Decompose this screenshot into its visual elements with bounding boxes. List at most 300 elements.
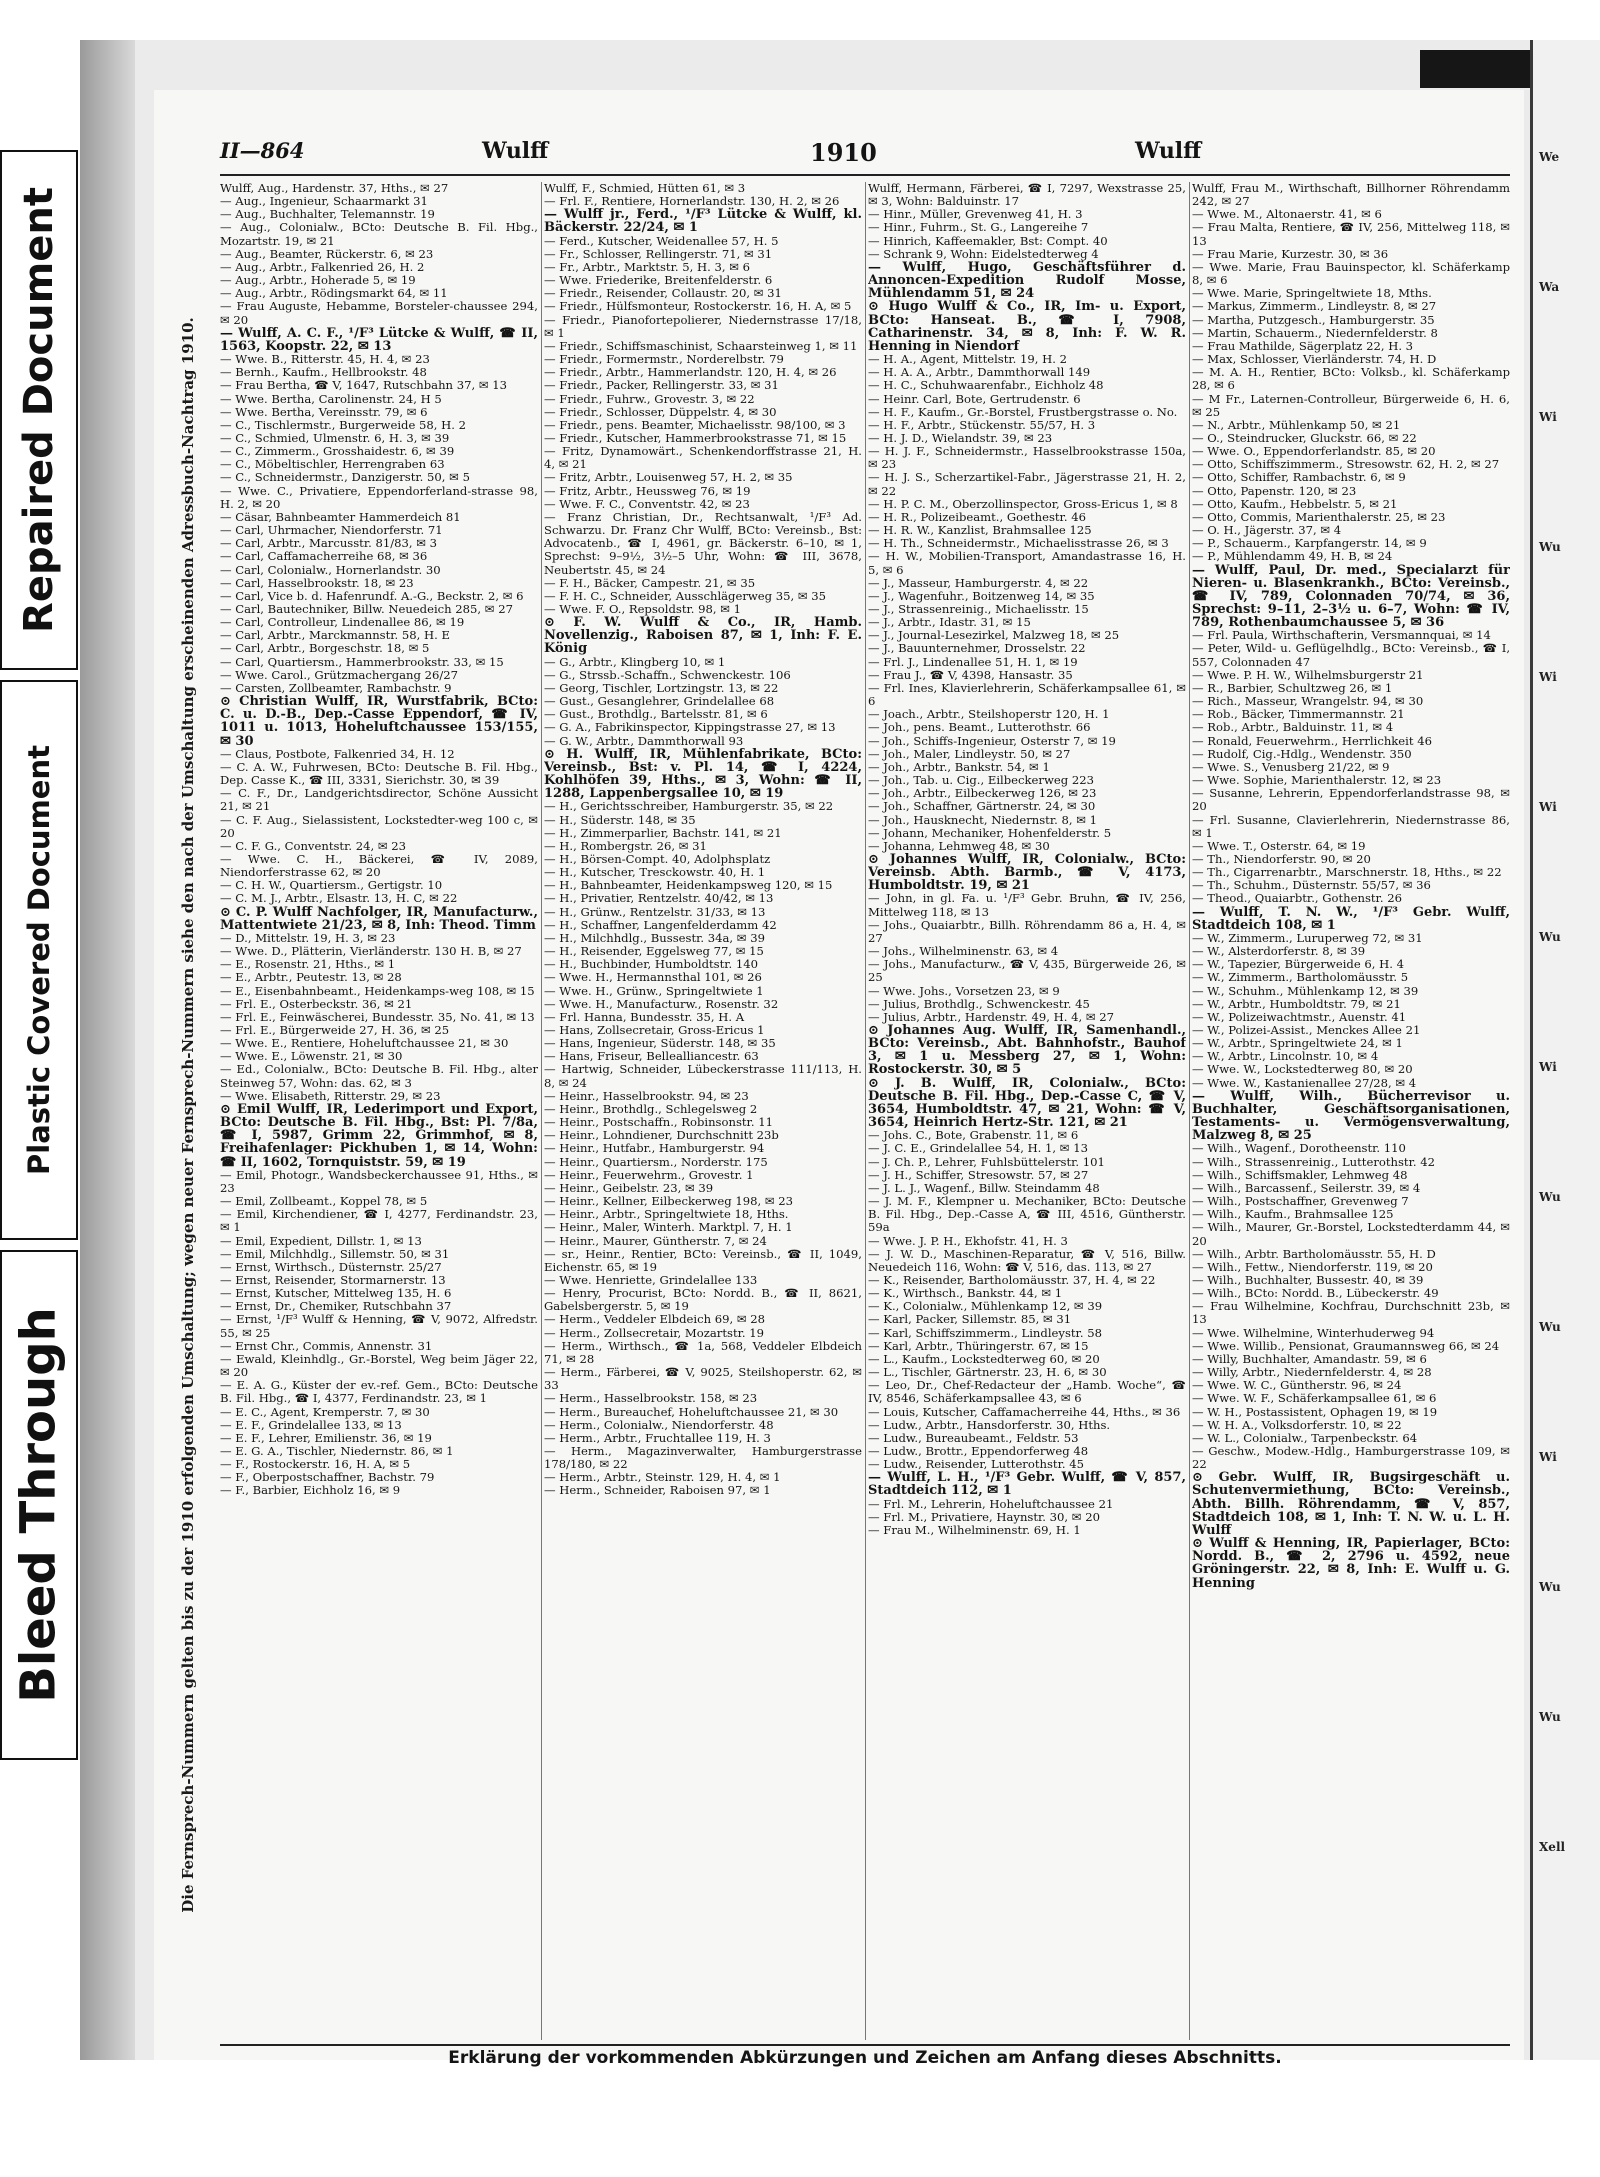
label-plastic-covered-document: [0, 680, 78, 1240]
directory-entry: — Heinr., Geibelstr. 23, ✉ 39: [544, 1180, 714, 1195]
directory-entry: — W., Zimmerm., Bartholomäusstr. 5: [1192, 970, 1409, 985]
adjacent-page-fragment: We: [1539, 150, 1560, 164]
directory-entry: — E., Eisenbahnbeamt., Heidenkamps-weg 108, ✉ 15: [220, 983, 535, 998]
directory-entry: — J. M. F., Klempner u. Mechaniker, BCto: Deutsche B. Fil. Hbg., Dep.-Casse A, ☎ III, 4516, Güntherstr. 59a: [868, 1194, 1186, 1235]
directory-entry: — Frl. Susanne, Clavierlehrerin, Niedernstrasse 86, ✉ 1: [1192, 812, 1510, 840]
directory-entry: — Herm., Zollsecretair, Mozartstr. 19: [544, 1325, 764, 1340]
directory-entry: — Herm., Arbtr., Fruchtallee 119, H. 3: [544, 1430, 771, 1445]
directory-entry: — W., Polizei-Assist., Menckes Allee 21: [1192, 1023, 1421, 1037]
directory-entry: — Wwe. Marie, Springeltwiete 18, Mths.: [1192, 286, 1432, 301]
directory-entry: — H., Reisender, Eggelsweg 77, ✉ 15: [544, 944, 764, 959]
directory-entry: — Aug., Colonialw., BCto: Deutsche B. Fil. Hbg., Mozartstr. 19, ✉ 21: [220, 220, 538, 248]
directory-entry: — Julius, Brothdlg., Schwenckestr. 45: [868, 996, 1090, 1011]
directory-entry: — E. F., Grindelallee 133, ✉ 13: [220, 1417, 402, 1432]
directory-entry: — C. A. W., Fuhrwesen, BCto: Deutsche B. Fil. Hbg., Dep. Casse K., ☎ III, 3331, Sierichstr. 30, ✉ 39: [220, 759, 538, 788]
directory-entry: — Friedr., Kutscher, Hammerbrookstrasse 71, ✉ 15: [544, 430, 847, 445]
directory-entry: — Wwe. Willib., Pensionat, Graumannsweg 66, ✉ 24: [1192, 1338, 1500, 1353]
directory-entry: — Carl, Caffamacherreihe 68, ✉ 36: [220, 549, 428, 564]
directory-entry: — Carl, Vice b. d. Hafenrundf. A.-G., Beckstr. 2, ✉ 6: [220, 588, 524, 603]
directory-entry: Wulff, Aug., Hardenstr. 37, Hths., ✉ 27: [220, 182, 449, 195]
directory-entry: — H. R. W., Kanzlist, Brahmsallee 125: [868, 523, 1092, 538]
directory-column-1: [220, 182, 538, 2040]
directory-entry: — Fritz, Dynamowärt., Schenkendorffstrasse 21, H. 4, ✉ 21: [544, 444, 862, 472]
directory-column-3: [868, 182, 1186, 2040]
directory-entry: — K., Colonialw., Mühlenkamp 12, ✉ 39: [868, 1299, 1103, 1314]
directory-entry: — Wwe. P. H. W., Wilhelmsburgerstr 21: [1192, 667, 1424, 682]
label-repaired-document: [0, 150, 78, 670]
directory-entry: — Wwe. Johs., Vorsetzen 23, ✉ 9: [868, 983, 1060, 998]
adjacent-page-fragment: Wu: [1539, 1580, 1561, 1594]
directory-entry: — Peter, Wild- u. Geflügelhdlg., BCto: Vereinsb., ☎ I, 557, Colonnaden 47: [1192, 641, 1510, 669]
directory-entry: — W. L., Colonialw., Tarpenbeckstr. 64: [1192, 1430, 1418, 1445]
directory-entry: — H. P. C. M., Oberzollinspector, Gross-Ericus 1, ✉ 8: [868, 496, 1178, 511]
directory-entry: — Henry, Procurist, BCto: Nordd. B., ☎ II, 8621, Gabelsbergerstr. 5, ✉ 19: [544, 1286, 862, 1314]
directory-entry: — H. J. F., Schneidermstr., Hasselbrookstrasse 150a, ✉ 23: [868, 444, 1186, 472]
directory-entry: — Friedr., Reisender, Collaustr. 20, ✉ 31: [544, 286, 782, 301]
directory-entry: — Frau J., ☎ V, 4398, Hansastr. 35: [868, 667, 1073, 682]
directory-entry: — Carl, Arbtr., Borgeschstr. 18, ✉ 5: [220, 641, 430, 656]
directory-entry: — W., Alsterdorferstr. 8, ✉ 39: [1192, 944, 1366, 959]
directory-entry: — Frau Auguste, Hebamme, Borsteler-chaussee 294, ✉ 20: [220, 299, 538, 327]
adjacent-page-fragment: Wi: [1539, 1450, 1557, 1464]
directory-entry: — Frl. E., Bürgerweide 27, H. 36, ✉ 25: [220, 1023, 450, 1037]
directory-entry: — Heinr., Hasselbrookstr. 94, ✉ 23: [544, 1088, 749, 1103]
directory-entry: — H. A., Agent, Mittelstr. 19, H. 2: [868, 352, 1068, 367]
directory-entry: — C., Schneidermstr., Danzigerstr. 50, ✉ 5: [220, 470, 470, 485]
running-head-right: Wulff: [1135, 138, 1202, 164]
directory-entry: — O. H., Jägerstr. 37, ✉ 4: [1192, 523, 1342, 538]
directory-entry: — Herm., Colonialw., Niendorferstr. 48: [544, 1417, 774, 1432]
directory-entry: — Aug., Beamter, Rückerstr. 6, ✉ 23: [220, 246, 434, 261]
directory-entry: — Carl, Quartiersm., Hammerbrookstr. 33, ✉ 15: [220, 654, 504, 669]
directory-entry: — Ludw., Bureaubeamt., Feldstr. 53: [868, 1430, 1079, 1445]
directory-entry: — H., Gerichtsschreiber, Hamburgerstr. 35, ✉ 22: [544, 799, 834, 814]
directory-entry: — Aug., Arbtr., Rödingsmarkt 64, ✉ 11: [220, 286, 448, 301]
directory-entry: — C. M. J., Arbtr., Elsastr. 13, H. C, ✉ 22: [220, 891, 458, 906]
directory-entry: — Ernst, Dr., Chemiker, Rutschbahn 37: [220, 1299, 452, 1314]
directory-entry: — J. H., Schiffer, Stresowstr. 57, ✉ 27: [868, 1167, 1089, 1182]
directory-entry: — Frl. J., Lindenallee 51, H. 1, ✉ 19: [868, 654, 1078, 669]
directory-entry: — J., Journal-Lesezirkel, Malzweg 18, ✉ 25: [868, 628, 1120, 643]
directory-entry: — Wulff, Paul, Dr. med., Specialarzt für Nieren- u. Blasenkrankh., BCto: Vereinsb., ☎ IV, 789, Colonnaden 70/74, ✉ 36, Sprechst: 9–11, 2–3½ u. 6–7, Wohn: ☎ IV, 789, Rothenbaumchaussee 5, ✉ 36: [1192, 562, 1510, 631]
directory-entry: — Joh., pens. Beamt., Lutterothstr. 66: [868, 720, 1091, 735]
adjacent-page-fragment: Wi: [1539, 410, 1557, 424]
directory-entry: — Heinr., Brothdlg., Schlegelsweg 2: [544, 1101, 758, 1116]
directory-entry: — Wulff, L. H., ¹/F³ Gebr. Wulff, ☎ V, 857, Stadtdeich 112, ✉ 1: [868, 1470, 1186, 1499]
directory-entry: — Wwe. Henriette, Grindelallee 133: [544, 1272, 758, 1287]
directory-entry: — Joh., Tab. u. Cig., Eilbeckerweg 223: [868, 773, 1094, 788]
directory-entry: — Th., Schuhm., Düsternstr. 55/57, ✉ 36: [1192, 878, 1431, 893]
directory-entry: — Friedr., Hülfsmonteur, Rostockerstr. 16, H. A, ✉ 5: [544, 299, 852, 314]
directory-entry: — Otto, Schiffszimmerm., Stresowstr. 62, H. 2, ✉ 27: [1192, 457, 1500, 472]
directory-entry: — Heinr., Maler, Winterh. Marktpl. 7, H. 1: [544, 1220, 793, 1235]
directory-entry: — Carl, Bautechniker, Billw. Neuedeich 285, ✉ 27: [220, 602, 513, 616]
directory-entry: — J. W. D., Maschinen-Reparatur, ☎ V, 516, Billw. Neuedeich 116, Wohn: ☎ V, 516, das. 113, ✉ 27: [868, 1246, 1186, 1274]
directory-entry: — Wwe. W. C., Güntherstr. 96, ✉ 24: [1192, 1378, 1402, 1393]
label-bleed-through: [0, 1250, 78, 1760]
directory-entry: — Ronald, Feuerwehrm., Herrlichkeit 46: [1192, 733, 1432, 748]
directory-entry: — H. J. S., Scherzartikel-Fabr., Jägerstrasse 21, H. 2, ✉ 22: [868, 470, 1186, 498]
directory-entry: — Hans, Ingenieur, Süderstr. 148, ✉ 35: [544, 1036, 776, 1051]
directory-entry: — Wwe. F. C., Conventstr. 42, ✉ 23: [544, 496, 750, 511]
directory-entry: — Frau Malta, Rentiere, ☎ IV, 256, Mittelweg 118, ✉ 13: [1192, 220, 1510, 248]
directory-entry: — Wwe. D., Plätterin, Vierländerstr. 130 H. B, ✉ 27: [220, 944, 522, 959]
directory-entry: — F., Rostockerstr. 16, H. A, ✉ 5: [220, 1457, 411, 1472]
directory-entry: — Wulff jr., Ferd., ¹/F³ Lütcke & Wulff, kl. Bäckerstr. 22/24, ✉ 1: [544, 207, 862, 236]
directory-entry: — Heinr., Kellner, Eilbeckerweg 198, ✉ 23: [544, 1194, 793, 1209]
directory-entry: — Herm., Arbtr., Steinstr. 129, H. 4, ✉ 1: [544, 1470, 781, 1485]
directory-entry: — Friedr., Schlosser, Düppelstr. 4, ✉ 30: [544, 404, 777, 419]
directory-entry: — Frl. M., Privatiere, Haynstr. 30, ✉ 20: [868, 1509, 1100, 1524]
directory-entry: — Otto, Schiffer, Rambachstr. 6, ✉ 9: [1192, 470, 1406, 485]
directory-entry: — H., Rombergstr. 26, ✉ 31: [544, 838, 707, 853]
directory-entry: ⊙ Emil Wulff, IR, Lederimport und Export, BCto: Deutsche B. Fil. Hbg., Bst: Pl. 7/8a, ☎ I, 5987, Grimm 22, Grimmhof, ✉ 8, Freihafenlager: Pickhuben 1, ✉ 14, Wohn: ☎ II, 1602, Tornquiststr. 59, ✉ 19: [220, 1101, 538, 1170]
header-year: 1910: [810, 138, 877, 167]
directory-entry: — Frau Bertha, ☎ V, 1647, Rutschbahn 37, ✉ 13: [220, 378, 507, 393]
directory-entry: ⊙ H. Wulff, IR, Mühlenfabrikate, BCto: Vereinsb., Bst: v. Pl. 14, ☎ I, 4224, Kohlhöfen 39, Hths., ✉ 3, Wohn: ☎ II, 1288, Lappenbergsallee 10, ✉ 19: [544, 746, 862, 802]
label-plastic-text: Plastic Covered Document: [22, 745, 57, 1175]
directory-entry: — Wwe. E., Rentiere, Hoheluftchaussee 21, ✉ 30: [220, 1036, 509, 1051]
directory-entry: — Friedr., pens. Beamter, Michaelisstr. 98/100, ✉ 3: [544, 417, 846, 432]
directory-entry: — Wwe. H., Hermannsthal 101, ✉ 26: [544, 970, 762, 985]
directory-entry: — Rudolf, Cig.-Hdlg., Wendenstr. 350: [1192, 746, 1412, 761]
directory-entry: — Heinr., Maurer, Güntherstr. 7, ✉ 24: [544, 1233, 767, 1248]
directory-entry: — H. A. A., Arbtr., Dammthorwall 149: [868, 365, 1091, 380]
directory-entry: — Wwe. E., Löwenstr. 21, ✉ 30: [220, 1049, 403, 1064]
directory-entry: — C., Tischlermstr., Burgerweide 58, H. 2: [220, 417, 466, 432]
directory-entry: — H. R., Polizeibeamt., Goethestr. 46: [868, 509, 1086, 524]
page-binding-shadow: [80, 40, 135, 2060]
directory-entry: — Wilh., Maurer, Gr.-Borstel, Lockstedterdamm 44, ✉ 20: [1192, 1220, 1510, 1248]
directory-entry: — Frl. M., Lehrerin, Hoheluftchaussee 21: [868, 1496, 1114, 1511]
directory-entry: — Frl. Paula, Wirthschafterin, Versmannquai, ✉ 14: [1192, 628, 1491, 643]
directory-entry: — Johs., Manufacturw., ☎ V, 435, Bürgerweide 26, ✉ 25: [868, 957, 1186, 985]
directory-entry: — Aug., Arbtr., Hoherade 5, ✉ 19: [220, 273, 416, 288]
directory-entry: — Wulff, Wilh., Bücherrevisor u. Buchhalter, Geschäftsorganisationen, Testaments- u. Vermögensverwaltung, Malzweg 8, ✉ 25: [1192, 1088, 1510, 1144]
directory-entry: — Rich., Masseur, Wrangelstr. 94, ✉ 30: [1192, 694, 1424, 709]
directory-entry: — Johs. C., Bote, Grabenstr. 11, ✉ 6: [868, 1128, 1079, 1143]
directory-entry: — G., Strssb.-Schaffn., Schwenckestr. 106: [544, 667, 791, 682]
directory-entry: — Wilh., Schiffsmakler, Lehmweg 48: [1192, 1167, 1408, 1182]
directory-entry: — Schrank 9, Wohn: Eidelstedterweg 4: [868, 246, 1099, 261]
directory-entry: — Friedr., Packer, Rellingerstr. 33, ✉ 31: [544, 378, 779, 393]
directory-entry: ⊙ Christian Wulff, IR, Wurstfabrik, BCto: C. u. D.-B., Dep.-Casse Eppendorf, ☎ IV, 1011 u. 1013, Hoheluftchaussee 153/155, ✉ 30: [220, 694, 538, 749]
directory-entry: — Julius, Arbtr., Hardenstr. 49, H. 4, ✉ 27: [868, 1009, 1114, 1024]
directory-entry: — C., Schmied, Ulmenstr. 6, H. 3, ✉ 39: [220, 430, 450, 445]
directory-entry: — C., Möbeltischler, Herrengraben 63: [220, 457, 445, 472]
directory-entry: — Rob., Arbtr., Balduinstr. 11, ✉ 4: [1192, 720, 1394, 735]
directory-entry: — E. F., Lehrer, Emilienstr. 36, ✉ 19: [220, 1430, 432, 1445]
directory-entry: — R., Barbier, Schultzweg 26, ✉ 1: [1192, 680, 1393, 695]
directory-entry: — Wwe. H., Grünw., Springeltwiete 1: [544, 983, 764, 998]
directory-entry: — E., Arbtr., Peutestr. 13, ✉ 28: [220, 970, 402, 985]
directory-column-4: [1192, 182, 1510, 2040]
directory-entry: — Martin, Schauerm., Niedernfelderstr. 8: [1192, 325, 1438, 340]
directory-entry: — Emil, Kirchendiener, ☎ I, 4277, Ferdinandstr. 23, ✉ 1: [220, 1207, 538, 1235]
footer-rule: [220, 2044, 1510, 2046]
directory-entry: — Heinr., Arbtr., Springeltwiete 18, Hths.: [544, 1207, 789, 1222]
directory-entry: — Johanna, Lehmweg 48, ✉ 30: [868, 838, 1050, 853]
directory-entry: — Wwe. W., Lockstedterweg 80, ✉ 20: [1192, 1062, 1413, 1077]
page-number: II—864: [220, 138, 305, 163]
header-rule: [220, 174, 1510, 176]
directory-entry: — Wilh., Buchhalter, Bussestr. 40, ✉ 39: [1192, 1272, 1424, 1287]
directory-entry: — Frl. E., Feinwäscherei, Bundesstr. 35, No. 41, ✉ 13: [220, 1009, 535, 1024]
label-bleed-text: Bleed Through: [11, 1307, 68, 1703]
directory-entry: — Herm., Veddeler Elbdeich 69, ✉ 28: [544, 1312, 766, 1327]
directory-entry: — Fr., Schlosser, Rellingerstr. 71, ✉ 31: [544, 246, 773, 261]
directory-entry: — H., Grünw., Rentzelstr. 31/33, ✉ 13: [544, 904, 766, 919]
directory-entry: — Th., Niendorferstr. 90, ✉ 20: [1192, 851, 1371, 866]
directory-entry: — L., Kaufm., Lockstedterweg 60, ✉ 20: [868, 1351, 1100, 1366]
directory-entry: — Frl. F., Rentiere, Hornerlandstr. 130, H. 2, ✉ 26: [544, 194, 840, 209]
directory-entry: — M Fr., Laternen-Controlleur, Bürgerweide 6, H. 6, ✉ 25: [1192, 391, 1510, 419]
directory-entry: — Geschw., Modew.-Hdlg., Hamburgerstrasse 109, ✉ 22: [1192, 1444, 1510, 1472]
directory-entry: — Wilh., Fettw., Niendorferstr. 119, ✉ 20: [1192, 1259, 1433, 1274]
directory-entry: — Wwe. M., Altonaerstr. 41, ✉ 6: [1192, 207, 1382, 222]
directory-entry: — Wwe. Friederike, Breitenfelderstr. 6: [544, 273, 773, 288]
directory-entry: — Ernst, Reisender, Stormarnerstr. 13: [220, 1272, 446, 1287]
directory-entry: Wulff, Hermann, Färberei, ☎ I, 7297, Wexstrasse 25, ✉ 3, Wohn: Balduinstr. 17: [868, 182, 1186, 209]
directory-entry: — Emil, Photogr., Wandsbeckerchaussee 91, Hths., ✉ 23: [220, 1167, 538, 1195]
directory-entry: — Franz Christian, Dr., Rechtsanwalt, ¹/F³ Ad. Schwarzu. Dr. Franz Chr Wulff, BCto: Vereinsb., Bst: Advocatenb., ☎ I, 4961, gr. Bäckerstr. 6–10, ✉ 1, Sprechst: 9–9½, 3½–5 Uhr, Wohn: ☎ III, 3678, Neubertstr. 45, ✉ 24: [544, 509, 862, 577]
directory-entry: — H., Milchhdlg., Bussestr. 34a, ✉ 39: [544, 930, 765, 945]
directory-entry: — H., Zimmerparlier, Bachstr. 141, ✉ 21: [544, 825, 782, 840]
directory-entry: — Ewald, Kleinhdlg., Gr.-Borstel, Weg beim Jäger 22, ✉ 20: [220, 1351, 538, 1380]
directory-entry: — Friedr., Pianofortepolierer, Niedernstrasse 17/18, ✉ 1: [544, 312, 862, 340]
directory-entry: — Herm., Magazinverwalter, Hamburgerstrasse 178/180, ✉ 22: [544, 1444, 862, 1472]
directory-entry: — Johs., Wilhelminenstr. 63, ✉ 4: [868, 944, 1059, 959]
directory-entry: — Wwe. B., Ritterstr. 45, H. 4, ✉ 23: [220, 352, 430, 367]
directory-entry: — Carl, Uhrmacher, Niendorferstr. 71: [220, 523, 443, 538]
directory-entry: — J., Strassenreinig., Michaelisstr. 15: [868, 602, 1089, 616]
directory-entry: — H., Kutscher, Tresckowstr. 40, H. 1: [544, 865, 766, 880]
directory-entry: — Joh., Arbtr., Bankstr. 54, ✉ 1: [868, 759, 1050, 774]
directory-entry: — J., Wagenfuhr., Boitzenweg 14, ✉ 35: [868, 588, 1095, 603]
directory-entry: — Herm., Färberei, ☎ V, 9025, Steilshoperstr. 62, ✉ 33: [544, 1365, 862, 1393]
directory-entry: — O., Steindrucker, Gluckstr. 66, ✉ 22: [1192, 430, 1417, 445]
directory-entry: — F. H., Bäcker, Campestr. 21, ✉ 35: [544, 575, 756, 590]
page-footer-note: Erklärung der vorkommenden Abkürzungen und Zeichen am Anfang dieses Abschnitts.: [448, 2048, 1282, 2068]
directory-entry: — Wwe. H., Manufacturw., Rosenstr. 32: [544, 996, 779, 1011]
directory-entry: — Otto, Papenstr. 120, ✉ 23: [1192, 483, 1357, 498]
directory-entry: — Cäsar, Bahnbeamter Hammerdeich 81: [220, 509, 461, 524]
directory-entry: — Wwe. C. H., Bäckerei, ☎ IV, 2089, Niendorferstrasse 62, ✉ 20: [220, 851, 538, 880]
scanned-page: [80, 40, 1600, 2068]
directory-entry: — E. A. G., Küster der ev.-ref. Gem., BCto: Deutsche B. Fil. Hbg., ☎ I, 4377, Ferdinandstr. 23, ✉ 1: [220, 1378, 538, 1406]
directory-entry: — H. W., Mobilien-Transport, Amandastrasse 16, H. 5, ✉ 6: [868, 549, 1186, 577]
directory-entry: — Heinr., Lohndiener, Durchschnitt 23b: [544, 1128, 779, 1143]
directory-entry: — Karl, Packer, Sillemstr. 85, ✉ 31: [868, 1312, 1072, 1327]
directory-entry: — W., Arbtr., Springeltwiete 24, ✉ 1: [1192, 1036, 1403, 1051]
directory-entry: — E. C., Agent, Kremperstr. 7, ✉ 30: [220, 1404, 430, 1419]
directory-entry: — Aug., Arbtr., Falkenried 26, H. 2: [220, 259, 425, 274]
directory-entry: — Hinr., Müller, Grevenweg 41, H. 3: [868, 207, 1083, 222]
directory-entry: — J., Arbtr., Idastr. 31, ✉ 15: [868, 615, 1031, 630]
directory-entry: — Frau Wilhelmine, Kochfrau, Durchschnitt 23b, ✉ 13: [1192, 1299, 1510, 1327]
adjacent-page-fragment: Wa: [1539, 280, 1560, 294]
directory-entry: — C. F. G., Conventstr. 24, ✉ 23: [220, 838, 406, 853]
directory-entry: — W., Arbtr., Lincolnstr. 10, ✉ 4: [1192, 1049, 1379, 1064]
directory-entry: — K., Wirthsch., Bankstr. 44, ✉ 1: [868, 1286, 1063, 1301]
directory-entry: — H. F., Kaufm., Gr.-Borstel, Frustbergstrasse o. No.: [868, 404, 1178, 419]
directory-entry: — Wwe. Wilhelmine, Winterhuderweg 94: [1192, 1325, 1435, 1340]
directory-entry: — J. L. J., Wagenf., Billw. Steindamm 48: [868, 1180, 1100, 1195]
adjacent-page-fragment: Wi: [1539, 1060, 1557, 1074]
directory-entry: — Louis, Kutscher, Caffamacherreihe 44, Hths., ✉ 36: [868, 1404, 1181, 1419]
directory-entry: — Wilh., Wagenf., Dorotheenstr. 110: [1192, 1141, 1406, 1156]
adjacent-page-fragment: Wu: [1539, 540, 1561, 554]
directory-entry: — Wilh., BCto: Nordd. B., Lübeckerstr. 49: [1192, 1286, 1439, 1301]
directory-entry: — Otto, Commis, Marienthalerstr. 25, ✉ 23: [1192, 509, 1446, 524]
directory-entry: — H., Buchbinder, Humboldtstr. 140: [544, 957, 759, 972]
directory-entry: — John, in gl. Fa. u. ¹/F³ Gebr. Bruhn, ☎ IV, 256, Mittelweg 118, ✉ 13: [868, 891, 1186, 919]
directory-entry: — Hans, Friseur, Bellealliancestr. 63: [544, 1049, 759, 1064]
adjacent-page-strip: [1530, 40, 1600, 2060]
directory-entry: — L., Tischler, Gärtnerstr. 23, H. 6, ✉ 30: [868, 1365, 1107, 1380]
directory-entry: — Hinr., Fuhrm., St. G., Langereihe 7: [868, 220, 1089, 235]
directory-entry: — Max, Schlosser, Vierländerstr. 74, H. D: [1192, 352, 1437, 367]
directory-entry: — Frl. Ines, Klavierlehrerin, Schäferkampsallee 61, ✉ 6: [868, 680, 1186, 709]
directory-entry: — Johann, Mechaniker, Hohenfelderstr. 5: [868, 825, 1112, 840]
directory-entry: — Martha, Putzgesch., Hamburgerstr. 35: [1192, 312, 1435, 327]
directory-entry: — Susanne, Lehrerin, Eppendorferlandstrasse 98, ✉ 20: [1192, 786, 1510, 814]
directory-entry: — Carl, Controlleur, Lindenallee 86, ✉ 19: [220, 615, 465, 630]
directory-entry: — Karl, Arbtr., Thüringerstr. 67, ✉ 15: [868, 1338, 1089, 1353]
directory-entry: — Wulff, T. N. W., ¹/F³ Gebr. Wulff, Stadtdeich 108, ✉ 1: [1192, 904, 1510, 933]
directory-entry: — E., Rosenstr. 21, Hths., ✉ 1: [220, 957, 396, 972]
directory-entry: — Joh., Hausknecht, Niedernstr. 8, ✉ 1: [868, 812, 1097, 827]
directory-entry: ⊙ J. B. Wulff, IR, Colonialw., BCto: Deutsche B. Fil. Hbg., Dep.-Casse C, ☎ V, 3654, Humboldtstr. 47, ✉ 21, Wohn: ☎ V, 3654, Heinrich Hertz-Str. 121, ✉ 21: [868, 1075, 1186, 1131]
directory-entry: — Wwe. Sophie, Marienthalerstr. 12, ✉ 23: [1192, 773, 1442, 788]
directory-entry: — G., Arbtr., Klingberg 10, ✉ 1: [544, 654, 726, 669]
directory-entry: — Ernst, Kutscher, Mittelweg 135, H. 6: [220, 1286, 452, 1301]
directory-entry: — Otto, Kaufm., Hebbelstr. 5, ✉ 21: [1192, 496, 1398, 511]
directory-entry: — Frau Mathilde, Sägerplatz 22, H. 3: [1192, 338, 1414, 353]
directory-entry: — H. J. D., Wielandstr. 39, ✉ 23: [868, 430, 1053, 445]
directory-entry: — Wwe. T., Osterstr. 64, ✉ 19: [1192, 838, 1366, 853]
directory-entry: — Wwe. W. F., Schäferkampsallee 61, ✉ 6: [1192, 1391, 1437, 1406]
directory-entry: Wulff, Frau M., Wirthschaft, Billhorner Röhrendamm 242, ✉ 27: [1192, 182, 1510, 209]
directory-entry: — Georg, Tischler, Lortzingstr. 13, ✉ 22: [544, 680, 779, 695]
directory-entry: — Frl. E., Osterbeckstr. 36, ✉ 21: [220, 996, 413, 1011]
directory-entry: — Aug., Buchhalter, Telemannstr. 19: [220, 207, 435, 222]
directory-entry: — Heinr. Carl, Bote, Gertrudenstr. 6: [868, 391, 1081, 406]
directory-entry: Wulff, F., Schmied, Hütten 61, ✉ 3: [544, 182, 746, 195]
directory-entry: — sr., Heinr., Rentier, BCto: Vereinsb., ☎ II, 1049, Eichenstr. 65, ✉ 19: [544, 1246, 862, 1274]
directory-entry: — K., Reisender, Bartholomäusstr. 37, H. 4, ✉ 22: [868, 1272, 1156, 1287]
directory-entry: — Wilh., Strassenreinig., Lutterothstr. 42: [1192, 1154, 1435, 1169]
directory-entry: — Emil, Zollbeamt., Koppel 78, ✉ 5: [220, 1194, 428, 1209]
directory-entry: — W. H. A., Volksdorferstr. 10, ✉ 22: [1192, 1417, 1402, 1432]
directory-entry: — Ludw., Reisender, Lutterothstr. 45: [868, 1457, 1084, 1472]
directory-entry: ⊙ Hugo Wulff & Co., IR, Im- u. Export, BCto: Hanseat. B., ☎ I, 7908, Catharinenstr. 34, ✉ 8, Inh: F. W. R. Henning in Niendorf: [868, 299, 1186, 354]
directory-entry: — W., Zimmerm., Luruperweg 72, ✉ 31: [1192, 930, 1423, 945]
directory-entry: — J., Masseur, Hamburgerstr. 4, ✉ 22: [868, 575, 1089, 590]
directory-column-2: [544, 182, 862, 2040]
directory-entry: — H. F., Arbtr., Stückenstr. 55/57, H. 3: [868, 417, 1096, 432]
directory-entry: — H., Börsen-Compt. 40, Adolphsplatz: [544, 851, 771, 866]
directory-entry: — Wilh., Barcassenf., Seilerstr. 39, ✉ 4: [1192, 1180, 1421, 1195]
directory-entry: — Hinrich, Kaffeemakler, Bst: Compt. 40: [868, 233, 1108, 248]
directory-entry: — Ferd., Kutscher, Weidenallee 57, H. 5: [544, 233, 779, 248]
directory-entry: ⊙ F. W. Wulff & Co., IR, Hamb. Novellenzig., Raboisen 87, ✉ 1, Inh: F. E. König: [544, 615, 862, 657]
directory-entry: — Johs., Quaiarbtr., Billh. Röhrendamm 86 a, H. 4, ✉ 27: [868, 917, 1186, 945]
directory-entry: — Friedr., Fuhrw., Grovestr. 3, ✉ 22: [544, 391, 755, 406]
directory-entry: — Carsten, Zollbeamter, Rambachstr. 9: [220, 680, 452, 695]
directory-entry: — J. C. E., Grindelallee 54, H. 1, ✉ 13: [868, 1141, 1088, 1156]
directory-entry: — Joh., Schiffs-Ingenieur, Osterstr 7, ✉ 19: [868, 733, 1116, 748]
adjacent-page-fragment: Wu: [1539, 1190, 1561, 1204]
directory-entry: — Theod., Quaiarbtr., Gothenstr. 26: [1192, 891, 1402, 906]
directory-entry: — Gust., Brothdlg., Bartelsstr. 81, ✉ 6: [544, 707, 768, 722]
directory-entry: — Frau Marie, Kurzestr. 30, ✉ 36: [1192, 246, 1389, 261]
directory-entry: — Rob., Bäcker, Timmermannstr. 21: [1192, 707, 1405, 722]
directory-entry: — H., Süderstr. 148, ✉ 35: [544, 812, 696, 827]
directory-entry: — Carl, Colonialw., Hornerlandstr. 30: [220, 562, 441, 577]
directory-entry: ⊙ Johannes Wulff, IR, Colonialw., BCto: Vereinsb. Abth. Barmb., ☎ V, 4173, Humboldtstr. 19, ✉ 21: [868, 851, 1186, 894]
directory-entry: — J., Bauunternehmer, Drosselstr. 22: [868, 641, 1086, 656]
directory-entry: — Frau M., Wilhelminenstr. 69, H. 1: [868, 1522, 1081, 1537]
directory-entry: — Friedr., Formermstr., Norderelbstr. 79: [544, 352, 784, 367]
directory-page: [154, 90, 1524, 2068]
directory-entry: — Fritz, Arbtr., Louisenweg 57, H. 2, ✉ 35: [544, 470, 793, 485]
side-notice: [168, 240, 208, 1990]
directory-entry: — Frl. Hanna, Bundesstr. 35, H. A: [544, 1009, 745, 1024]
directory-entry: — Heinr., Hutfabr., Hamburgerstr. 94: [544, 1141, 765, 1156]
directory-entry: — H., Bahnbeamter, Heidenkampsweg 120, ✉ 15: [544, 878, 833, 893]
directory-entry: — Joach., Arbtr., Steilshoperstr 120, H. 1: [868, 707, 1110, 722]
directory-entry: — E. G. A., Tischler, Niedernstr. 86, ✉ 1: [220, 1444, 454, 1458]
directory-entry: — Emil, Milchhdlg., Sillemstr. 50, ✉ 31: [220, 1246, 450, 1261]
adjacent-page-fragment: Wi: [1539, 800, 1557, 814]
directory-entry: — Friedr., Arbtr., Hammerlandstr. 120, H. 4, ✉ 26: [544, 365, 837, 380]
adjacent-page-fragment: Wu: [1539, 1710, 1561, 1724]
directory-columns: [220, 182, 1510, 2040]
directory-entry: — Karl, Schiffszimmerm., Lindleystr. 58: [868, 1325, 1102, 1340]
directory-entry: — D., Mittelstr. 19, H. 3, ✉ 23: [220, 930, 396, 945]
directory-entry: — Ernst Chr., Commis, Annenstr. 31: [220, 1338, 433, 1353]
directory-entry: — W., Schuhm., Mühlenkamp 12, ✉ 39: [1192, 983, 1419, 998]
directory-entry: — Wwe. C., Privatiere, Eppendorferland-strasse 98, H. 2, ✉ 20: [220, 483, 538, 511]
directory-entry: — Ernst, ¹/F³ Wulff & Henning, ☎ V, 9072, Alfredstr. 55, ✉ 25: [220, 1312, 538, 1340]
directory-entry: — Wulff, A. C. F., ¹/F³ Lütcke & Wulff, ☎ II, 1563, Koopstr. 22, ✉ 13: [220, 325, 538, 354]
adjacent-page-fragment: Wu: [1539, 1320, 1561, 1334]
directory-entry: — Wwe. Elisabeth, Ritterstr. 29, ✉ 23: [220, 1088, 441, 1103]
directory-entry: ⊙ C. P. Wulff Nachfolger, IR, Manufacturw., Mattentwiete 21/23, ✉ 8, Inh: Theod. Timm: [220, 904, 538, 933]
directory-entry: — Ed., Colonialw., BCto: Deutsche B. Fil. Hbg., alter Steinweg 57, Wohn: das. 62, ✉ 3: [220, 1062, 538, 1090]
directory-entry: — Th., Cigarrenarbtr., Marschnerstr. 18, Hths., ✉ 22: [1192, 865, 1502, 880]
directory-entry: — W., Tapezier, Bürgerweide 6, H. 4: [1192, 957, 1404, 972]
directory-entry: — Hans, Zollsecretair, Gross-Ericus 1: [544, 1023, 765, 1037]
directory-entry: — C. F., Dr., Landgerichtsdirector, Schöne Aussicht 21, ✉ 21: [220, 786, 538, 814]
directory-entry: — Heinr., Postschaffn., Robinsonstr. 11: [544, 1115, 773, 1130]
directory-entry: — Heinr., Feuerwehrm., Grovestr. 1: [544, 1167, 754, 1182]
document-labels-panel: [0, 0, 80, 2177]
directory-entry: — Carl, Arbtr., Marckmannstr. 58, H. E: [220, 628, 450, 643]
directory-entry: — Wwe. Carol., Grützmachergang 26/27: [220, 667, 459, 682]
directory-entry: — M. A. H., Rentier, BCto: Volksb., kl. Schäferkamp 28, ✉ 6: [1192, 365, 1510, 393]
directory-entry: — H. C., Schuhwaarenfabr., Eichholz 48: [868, 378, 1104, 393]
directory-entry: — Wwe. S., Venusberg 21/22, ✉ 9: [1192, 759, 1390, 774]
directory-entry: — Wwe. W., Kastanienallee 27/28, ✉ 4: [1192, 1075, 1417, 1090]
directory-entry: — J. Ch. P., Lehrer, Fuhlsbüttelerstr. 101: [868, 1154, 1105, 1169]
directory-entry: — Herm., Wirthsch., ☎ 1a, 568, Veddeler Elbdeich 71, ✉ 28: [544, 1338, 862, 1366]
directory-entry: — Ludw., Arbtr., Hansdorferstr. 30, Hths.: [868, 1417, 1111, 1432]
adjacent-page-fragment: Wi: [1539, 670, 1557, 684]
directory-entry: — Wilh., Kaufm., Brahmsallee 125: [1192, 1207, 1394, 1222]
side-notice-text: Die Fernsprech-Nummern gelten bis zu der 1910 erfolgenden Umschaltung; wegen neuer Fernsprech-Nummern siehe den nach der Umschaltung erscheinenden Adressbuch-Nachtrag 1910.: [179, 317, 198, 1913]
